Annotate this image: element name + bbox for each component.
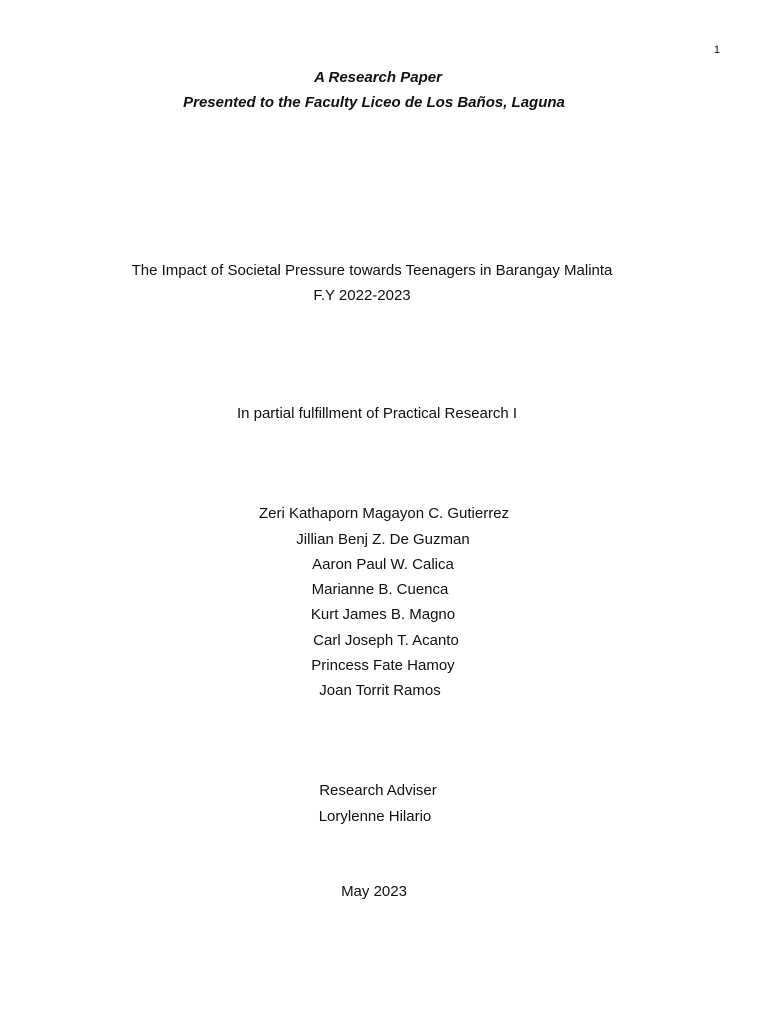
fulfillment-statement: In partial fulfillment of Practical Research I xyxy=(236,405,518,422)
author-name: Aaron Paul W. Calica xyxy=(312,556,454,573)
adviser-name: Lorylenne Hilario xyxy=(318,808,432,825)
author-name: Carl Joseph T. Acanto xyxy=(313,632,459,649)
header-line-2: Presented to the Faculty Liceo de Los Baños, Laguna xyxy=(183,94,565,111)
author-name: Zeri Kathaporn Magayon C. Gutierrez xyxy=(258,505,510,522)
adviser-label: Research Adviser xyxy=(319,782,437,799)
author-name: Kurt James B. Magno xyxy=(310,606,456,623)
author-name: Jillian Benj Z. De Guzman xyxy=(296,531,470,548)
page-number: 1 xyxy=(713,44,720,56)
submission-date: May 2023 xyxy=(341,883,407,900)
paper-title: The Impact of Societal Pressure towards Teenagers in Barangay Malinta xyxy=(131,262,613,279)
header-line-1: A Research Paper xyxy=(314,69,442,86)
author-name: Marianne B. Cuenca xyxy=(311,581,449,598)
fiscal-year: F.Y 2022-2023 xyxy=(313,287,411,304)
author-name: Princess Fate Hamoy xyxy=(311,657,455,674)
author-name: Joan Torrit Ramos xyxy=(319,682,441,699)
